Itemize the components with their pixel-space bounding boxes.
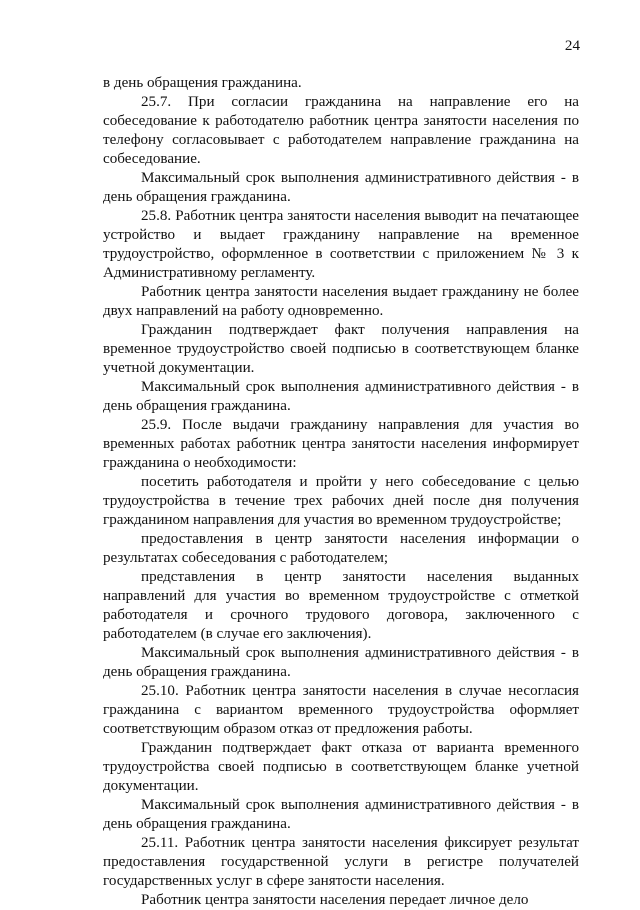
paragraph-submit-referrals: представления в центр занятости населения выданных направлений для участия во временном трудоустройстве с отметкой работодателя и срочного трудового договора, заключенного с работодателем (в случае его заключения). <box>103 569 579 642</box>
paragraph-transfers-file: Работник центра занятости населения передает личное дело <box>141 892 529 908</box>
paragraph-max-term: Максимальный срок выполнения административного действия - в день обращения гражданина. <box>103 797 579 832</box>
document-body <box>103 74 579 910</box>
paragraph-25-10: 25.10. Работник центра занятости населения в случае несогласия гражданина с вариантом временного трудоустройства оформляет соответствующим образом отказ от предложения работы. <box>103 683 579 737</box>
paragraph-confirms-refusal: Гражданин подтверждает факт отказа от варианта временного трудоустройства своей подписью в соответствующем бланке учетной документации. <box>103 740 579 794</box>
paragraph-provide-information: предоставления в центр занятости населения информации о результатах собеседования с работодателем; <box>103 531 579 566</box>
paragraph-25-11: 25.11. Работник центра занятости населения фиксирует результат предоставления государственной услуги в регистре получателей государственных услуг в сфере занятости населения. <box>103 835 579 889</box>
paragraph-two-referrals: Работник центра занятости населения выдает гражданину не более двух направлений на работу одновременно. <box>103 284 579 319</box>
paragraph-25-9: 25.9. После выдачи гражданину направления для участия во временных работах работник центра занятости населения информирует гражданина о необходимости: <box>103 417 579 471</box>
paragraph-25-8: 25.8. Работник центра занятости населения выводит на печатающее устройство и выдает гражданину направление на временное трудоустройство, оформленное в соответствии с приложением № 3 к Административному регламенту. <box>103 208 579 281</box>
paragraph-25-7: 25.7. При согласии гражданина на направление его на собеседование к работодателю работник центра занятости населения по телефону согласовывает с работодателем направление гражданина на собеседование. <box>103 94 579 167</box>
paragraph-max-term: Максимальный срок выполнения административного действия - в день обращения гражданина. <box>103 645 579 680</box>
paragraph-visit-employer: посетить работодателя и пройти у него собеседование с целью трудоустройства в течение трех рабочих дней после дня получения гражданином направления для участия во временном трудоустройстве; <box>103 474 579 528</box>
paragraph-max-term: Максимальный срок выполнения административного действия - в день обращения гражданина. <box>103 379 579 414</box>
paragraph-max-term: Максимальный срок выполнения административного действия - в день обращения гражданина. <box>103 170 579 205</box>
paragraph-confirms-receipt: Гражданин подтверждает факт получения направления на временное трудоустройство своей подписью в соответствующем бланке учетной документации. <box>103 322 579 376</box>
page-number: 24 <box>564 38 580 54</box>
paragraph-day-of-request: в день обращения гражданина. <box>103 75 302 91</box>
